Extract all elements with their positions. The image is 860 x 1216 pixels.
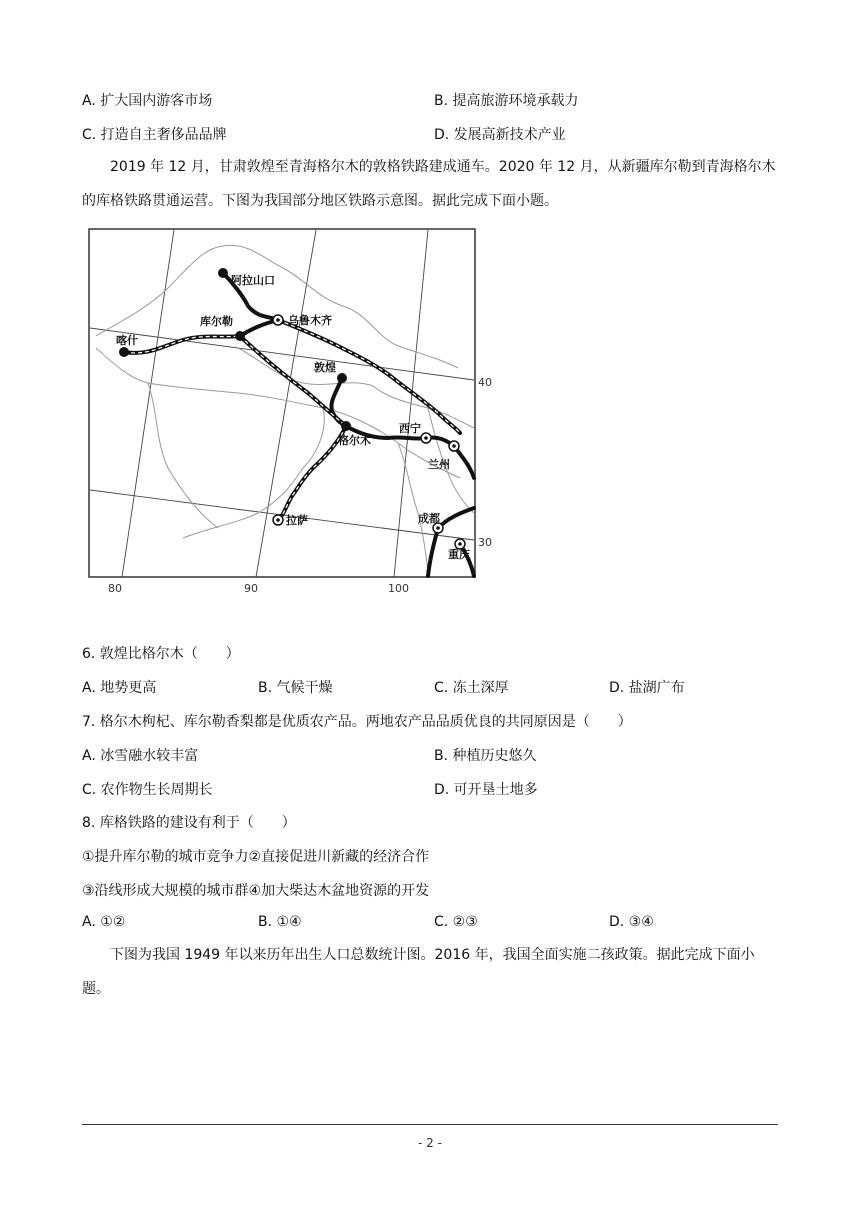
marker-kashi bbox=[119, 347, 129, 357]
railway-map bbox=[88, 228, 498, 600]
label-lanzhou: 兰州 bbox=[428, 458, 450, 471]
q5-option-d: D. 发展高新技术产业 bbox=[434, 127, 566, 143]
q8-option-a: A. ①② bbox=[82, 914, 126, 930]
label-lat-30: 30 bbox=[478, 536, 492, 549]
intro-paragraph-railway: 2019 年 12 月，甘肃敦煌至青海格尔木的敦格铁路建成通车。2020 年 12 月，从新疆库尔勒到青海格尔木的库格铁路贯通运营。下图为我国部分地区铁路示意图。据此完成下面小题。 bbox=[82, 159, 776, 209]
q7-option-c: C. 农作物生长周期长 bbox=[82, 782, 213, 798]
q5-option-a: A. 扩大国内游客市场 bbox=[82, 93, 213, 109]
label-urumqi: 乌鲁木齐 bbox=[288, 314, 332, 327]
label-chengdu: 成都 bbox=[418, 512, 440, 525]
q8-stem: 8. 库格铁路的建设有利于（ ） bbox=[82, 815, 296, 831]
marker-korla bbox=[235, 331, 245, 341]
label-dunhuang: 敦煌 bbox=[314, 361, 336, 374]
label-kashi: 喀什 bbox=[116, 334, 138, 347]
q7-option-b: B. 种植历史悠久 bbox=[434, 748, 537, 764]
label-chongqing: 重庆 bbox=[448, 548, 470, 561]
q6-option-a: A. 地势更高 bbox=[82, 680, 157, 696]
intro-paragraph-population: 下图为我国 1949 年以来历年出生人口总数统计图。2016 年，我国全面实施二孩政策。据此完成下面小题。 bbox=[82, 947, 755, 997]
label-lon-90: 90 bbox=[244, 582, 258, 595]
q7-option-d: D. 可开垦土地多 bbox=[434, 782, 538, 798]
q8-option-c: C. ②③ bbox=[434, 914, 478, 930]
q6-option-c: C. 冻土深厚 bbox=[434, 680, 509, 696]
page-number: - 2 - bbox=[418, 1136, 442, 1150]
q6-option-d: D. 盐湖广布 bbox=[609, 680, 685, 696]
label-xining: 西宁 bbox=[399, 422, 421, 435]
label-lat-40: 40 bbox=[478, 376, 492, 389]
q5-option-b: B. 提高旅游环境承载力 bbox=[434, 93, 579, 109]
label-golmud: 格尔木 bbox=[338, 434, 371, 447]
marker-golmud bbox=[341, 421, 351, 431]
label-lon-80: 80 bbox=[108, 582, 122, 595]
q8-option-d: D. ③④ bbox=[609, 914, 654, 930]
marker-dunhuang bbox=[337, 373, 347, 383]
q8-option-b: B. ①④ bbox=[258, 914, 302, 930]
marker-alashankou bbox=[218, 268, 228, 278]
label-alashankou: 阿拉山口 bbox=[231, 274, 275, 287]
label-lhasa: 拉萨 bbox=[286, 514, 308, 527]
q5-option-c: C. 打造自主奢侈品品牌 bbox=[82, 127, 227, 143]
q8-statement-1: ①提升库尔勒的城市竞争力②直接促进川新藏的经济合作 bbox=[82, 849, 430, 865]
q8-statement-2: ③沿线形成大规模的城市群④加大柴达木盆地资源的开发 bbox=[82, 883, 430, 899]
q7-stem: 7. 格尔木枸杞、库尔勒香梨都是优质农产品。两地农产品品质优良的共同原因是（ ） bbox=[82, 714, 632, 730]
q6-option-b: B. 气候干燥 bbox=[258, 680, 333, 696]
label-korla: 库尔勒 bbox=[200, 315, 233, 328]
label-lon-100: 100 bbox=[388, 582, 409, 595]
q6-stem: 6. 敦煌比格尔木（ ） bbox=[82, 646, 240, 662]
q7-option-a: A. 冰雪融水较丰富 bbox=[82, 748, 199, 764]
footer-rule bbox=[82, 1124, 778, 1125]
